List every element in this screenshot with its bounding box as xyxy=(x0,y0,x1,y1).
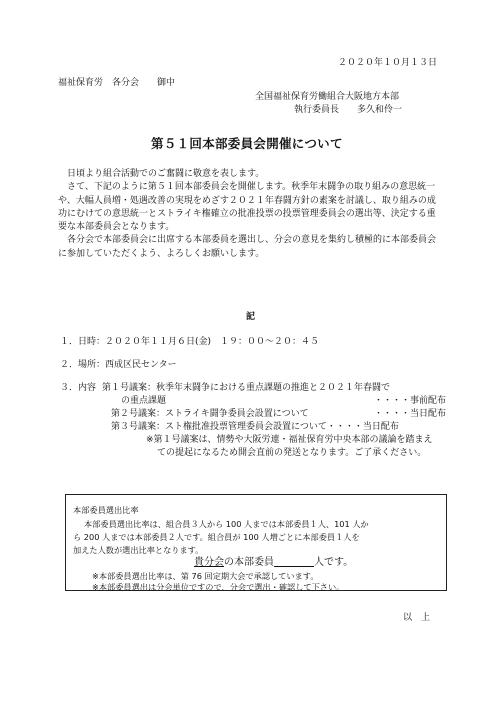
agenda-cont: の重点課題 xyxy=(121,396,167,406)
closing: 以 上 xyxy=(403,613,431,623)
agenda-item xyxy=(102,382,390,394)
ratio-note: ※本部委員選出比率は、第 76 回定期大会で承認しています。 xyxy=(92,571,319,581)
agenda-label: 第２号議案： xyxy=(111,409,166,419)
document-title: 第５１回本部委員会開催について xyxy=(151,136,343,151)
ratio-line: ら 200 人までは本部委員２人です。組合員が 100 人増ごとに本部委員１人を xyxy=(73,532,360,542)
ki-heading: 記 xyxy=(246,312,256,322)
item-content-label: ３．内容 xyxy=(60,383,97,393)
agenda-text: ストライキ闘争委員会設置について xyxy=(165,409,309,419)
ratio-heading: 本部委員選出比率 xyxy=(73,505,139,515)
fill-prefix: 貴分会 xyxy=(194,557,224,568)
ratio-line: 加えた人数が選出比率となります。 xyxy=(73,545,204,555)
agenda-label: 第３号議案： xyxy=(111,422,166,432)
ratio-fill-line xyxy=(194,556,353,570)
agenda-item xyxy=(111,421,399,433)
agenda-note: 当日配布 xyxy=(362,422,399,432)
ratio-box xyxy=(65,494,447,591)
agenda-label: 第１号議案： xyxy=(102,383,157,393)
sender-org: 全国福祉保育労働組合大阪地方本部 xyxy=(255,92,400,102)
sender-person: 執行委員長 多久和伶一 xyxy=(294,105,403,115)
item-place: ２．場所：西成区民センター xyxy=(60,360,177,370)
agenda-item xyxy=(111,408,309,420)
item-datetime: １．日時：２０２０年１１月６日(金) １９：００～２０：４５ xyxy=(60,337,320,347)
member-count-blank[interactable] xyxy=(274,556,314,567)
ratio-line: 本部委員選出比率は、組合員３人から 100 人までは本部委員１人、101 人か xyxy=(84,519,369,529)
agenda-text: スト権批准投票管理委員会設置について・・・・ xyxy=(165,422,363,432)
document-date: ２０２０年１０月１３日 xyxy=(338,58,438,68)
ratio-note: ※本部委員選出は分会単位ですので、分会で選出・確認して下さい。 xyxy=(92,582,345,592)
agenda-remark: ての提起になるため開会直前の発送となります。ご了承ください。 xyxy=(157,448,427,458)
agenda-note: ・・・・当日配布 xyxy=(374,409,447,419)
body-paragraph: 各分会で本部委員会に出席する本部委員を選出し、分会の意見を集約し積極的に本部委員会に参加していただくよう、よろしくお願いします。 xyxy=(58,235,437,259)
body-text xyxy=(58,168,442,261)
fill-suffix: 人です。 xyxy=(314,557,354,568)
recipient: 福祉保育労 各分会 御中 xyxy=(58,78,176,88)
agenda-text: 秋季年末闘争における重点課題の推進と２０２１年春闘で xyxy=(156,383,391,393)
body-paragraph: さて、下記のように第５１回本部委員会を開催します。秋季年末闘争の取り組みの意思統一や、大幅人員増・処遇改善の実現をめざす２０２１年春闘方針の素案を討議し、取り組みの成功にむけての意思統一とストライキ権確立の批准投票の投票管理委員会の選出等、決定する重要な本部委員会となります。 xyxy=(58,182,436,233)
fill-mid: の本部委員 xyxy=(224,557,274,568)
agenda-remark: ※第１号議案は、情勢や大阪労連・福祉保育労中央本部の議論を踏まえ xyxy=(146,435,433,445)
body-paragraph: 日頃より組合活動でのご奮闘に敬意を表します。 xyxy=(67,169,265,179)
agenda-note: ・・・・事前配布 xyxy=(374,396,447,406)
